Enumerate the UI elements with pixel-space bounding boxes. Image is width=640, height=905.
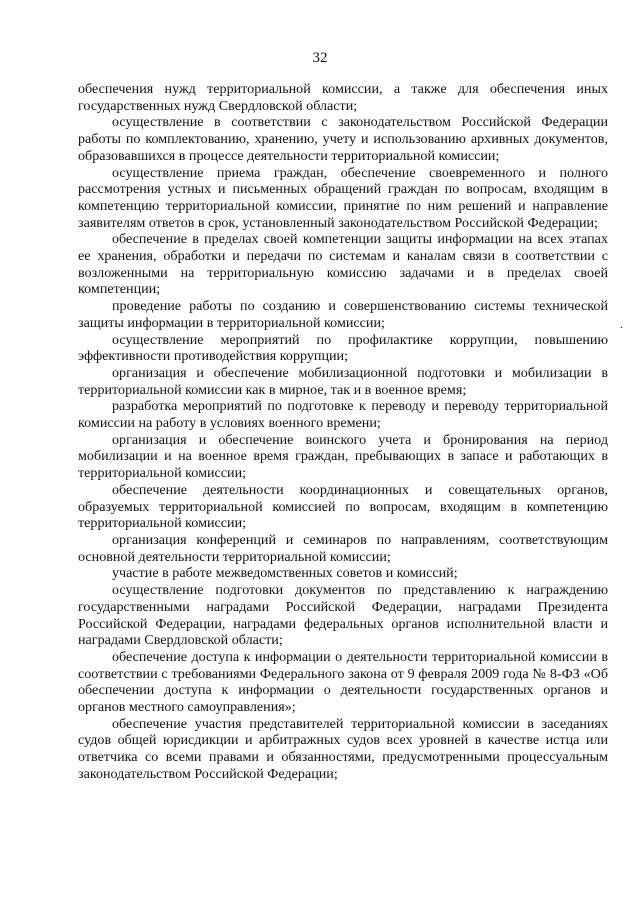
paragraph: обеспечение в пределах своей компетенции защиты информации на всех этапах ее хранения, обработки и передачи по системам и каналам связи в соответствии с возложенными на территориальную комиссию задачами и в пределах своей компетенции; bbox=[78, 231, 608, 298]
paragraph: осуществление в соответствии с законодательством Российской Федерации работы по комплектованию, хранению, учету и использованию архивных документов, образовавшихся в процессе деятельности территориальной комиссии; bbox=[78, 114, 608, 164]
paragraph: проведение работы по созданию и совершенствованию системы технической защиты информации в территориальной комиссии; bbox=[78, 298, 608, 331]
body-text bbox=[78, 81, 608, 783]
paragraph: организация и обеспечение воинского учета и бронирования на период мобилизации и на военное время граждан, пребывающих в запасе и работающих в территориальной комиссии; bbox=[78, 431, 608, 482]
page-number: 32 bbox=[312, 50, 328, 66]
paragraph: осуществление мероприятий по профилактике коррупции, повышению эффективности противодействия коррупции; bbox=[78, 331, 608, 365]
paragraph: осуществление приема граждан, обеспечение своевременного и полного рассмотрения устных и письменных обращений граждан по вопросам, входящим в компетенцию территориальной комиссии, принятие по ним решений и направление заявителям ответов в срок, установленный законодательством Российской Федерации; bbox=[78, 164, 608, 231]
paragraph: организация конференций и семинаров по направлениям, соответствующим основной деятельности территориальной комиссии; bbox=[78, 531, 608, 565]
margin-mark: . bbox=[620, 317, 623, 331]
paragraph: осуществление подготовки документов по представлению к награждению государственными наградами Российской Федерации, наградами Президента Российской Федерации, наградами федеральных органов исполнительной власти и наградами Свердловской области; bbox=[78, 582, 608, 649]
paragraph: организация и обеспечение мобилизационной подготовки и мобилизации в территориальной комиссии как в мирное, так и в военное время; bbox=[78, 364, 608, 398]
paragraph: участие в работе межведомственных советов и комиссий; bbox=[112, 565, 458, 582]
paragraph: разработка мероприятий по подготовке к переводу и переводу территориальной комиссии на работу в условиях военного времени; bbox=[78, 398, 608, 432]
paragraph: обеспечение доступа к информации о деятельности территориальной комиссии в соответствии с требованиями Федерального закона от 9 февраля 2009 года № 8-ФЗ «Об обеспечении доступа к информации о деятельности государственных органов и органов местного самоуправления»; bbox=[78, 648, 608, 716]
paragraph: обеспечение участия представителей территориальной комиссии в заседаниях судов общей юрисдикции и арбитражных судов всех уровней в качестве истца или ответчика со всеми правами и обязанностями, предусмотренными процессуальным законодательством Российской Федерации; bbox=[78, 715, 608, 782]
paragraph: обеспечение деятельности координационных и совещательных органов, образуемых территориальной комиссией по вопросам, входящим в компетенцию территориальной комиссии; bbox=[78, 481, 608, 532]
paragraph: обеспечения нужд территориальной комиссии, а также для обеспечения иных государственных нужд Свердловской области; bbox=[78, 81, 608, 114]
